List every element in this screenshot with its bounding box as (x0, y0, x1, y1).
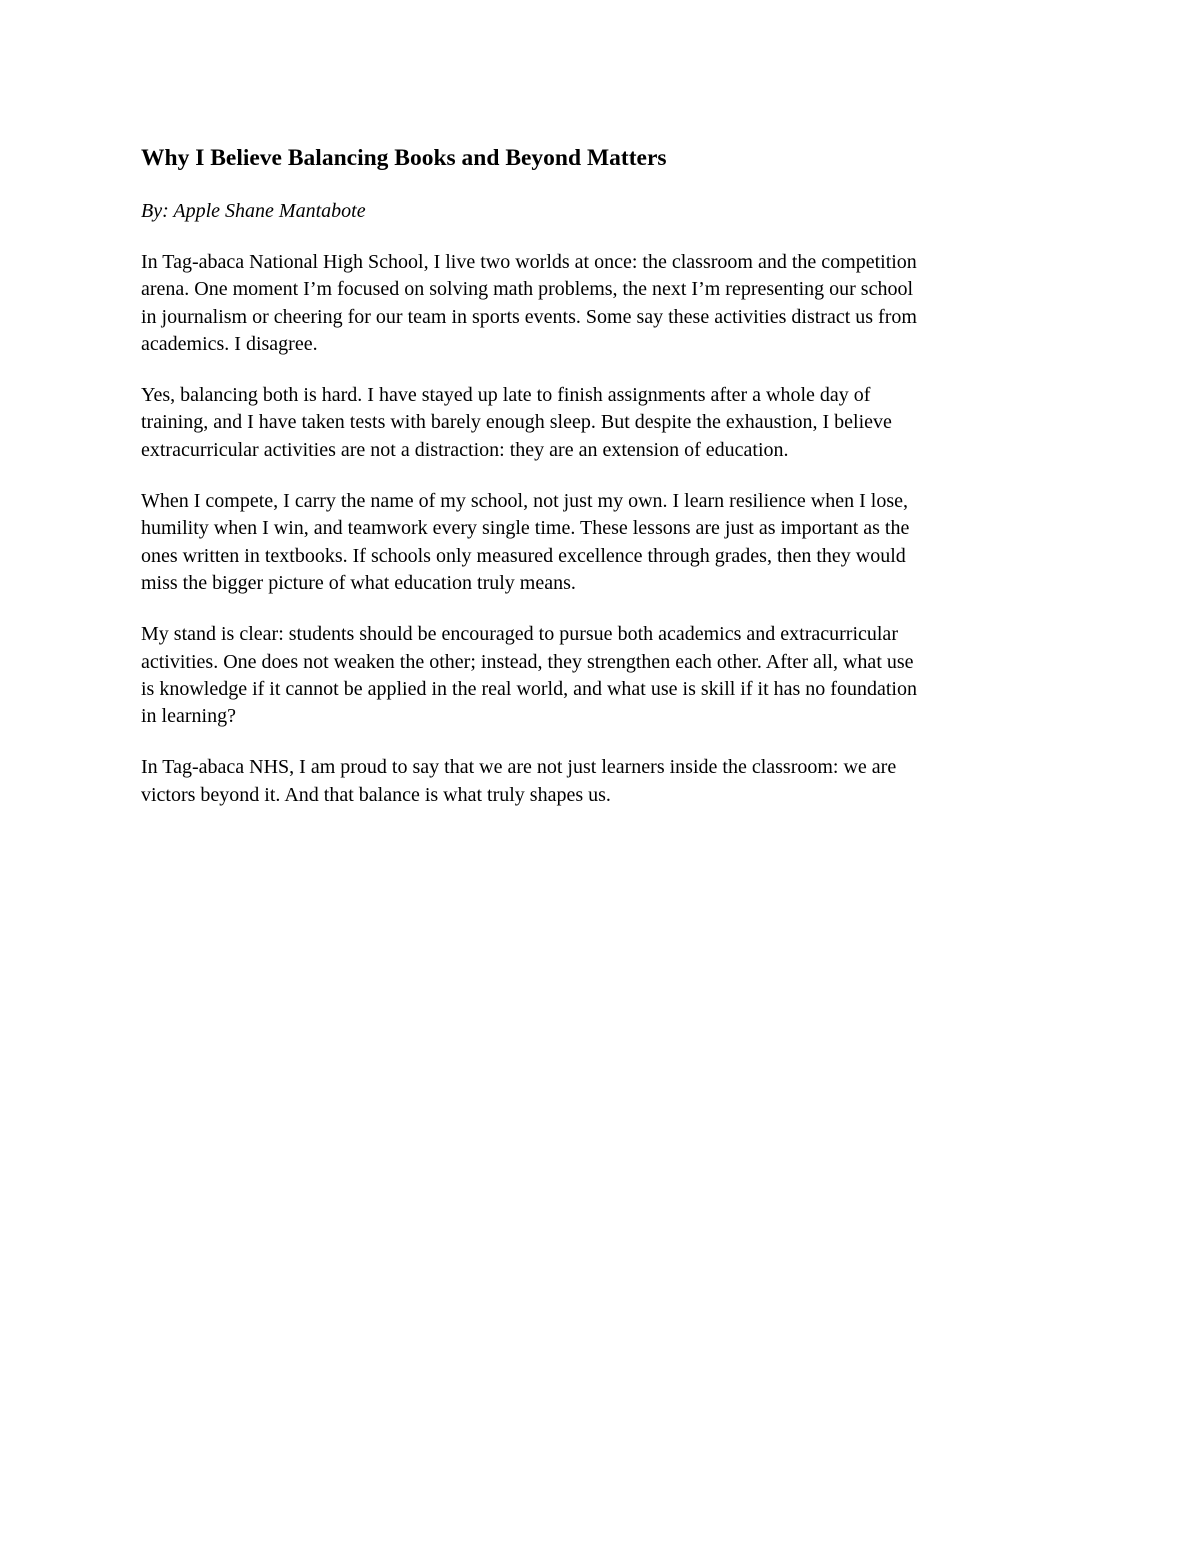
text-line: Yes, balancing both is hard. I have stayed up late to finish assignments after a whole day of (141, 384, 871, 407)
document-title: Why I Believe Balancing Books and Beyond Matters (141, 145, 667, 171)
text-line: in journalism or cheering for our team in sports events. Some say these activities distract us from (141, 305, 917, 328)
paragraph (141, 754, 1066, 809)
text-line: humility when I win, and teamwork every single time. These lessons are just as important as the (141, 517, 910, 540)
text-line: in learning? (141, 705, 236, 728)
paragraph (141, 249, 1066, 358)
document-body (141, 142, 1066, 809)
text-line: My stand is clear: students should be encouraged to pursue both academics and extracurricular (141, 623, 898, 646)
text-line: miss the bigger picture of what education truly means. (141, 571, 576, 594)
text-line: arena. One moment I’m focused on solving math problems, the next I’m representing our school (141, 278, 914, 301)
text-line: academics. I disagree. (141, 332, 318, 355)
text-line: In Tag-abaca NHS, I am proud to say that we are not just learners inside the classroom: we are (141, 756, 897, 779)
text-line: In Tag-abaca National High School, I live two worlds at once: the classroom and the competition (141, 251, 917, 273)
text-line: extracurricular activities are not a distraction: they are an extension of education. (141, 438, 789, 461)
text-line: activities. One does not weaken the other; instead, they strengthen each other. After all, what use (141, 650, 914, 673)
text-line: ones written in textbooks. If schools only measured excellence through grades, then they would (141, 544, 906, 567)
paragraph (141, 621, 1066, 730)
paragraph (141, 382, 1066, 464)
author-byline: By: Apple Shane Mantabote (141, 200, 366, 222)
paragraph (141, 488, 1066, 597)
text-line: When I compete, I carry the name of my school, not just my own. I learn resilience when I lose, (141, 490, 908, 513)
text-line: is knowledge if it cannot be applied in the real world, and what use is skill if it has no foundation (141, 677, 917, 700)
text-line: victors beyond it. And that balance is what truly shapes us. (141, 783, 611, 806)
text-line: training, and I have taken tests with barely enough sleep. But despite the exhaustion, I believe (141, 411, 892, 434)
